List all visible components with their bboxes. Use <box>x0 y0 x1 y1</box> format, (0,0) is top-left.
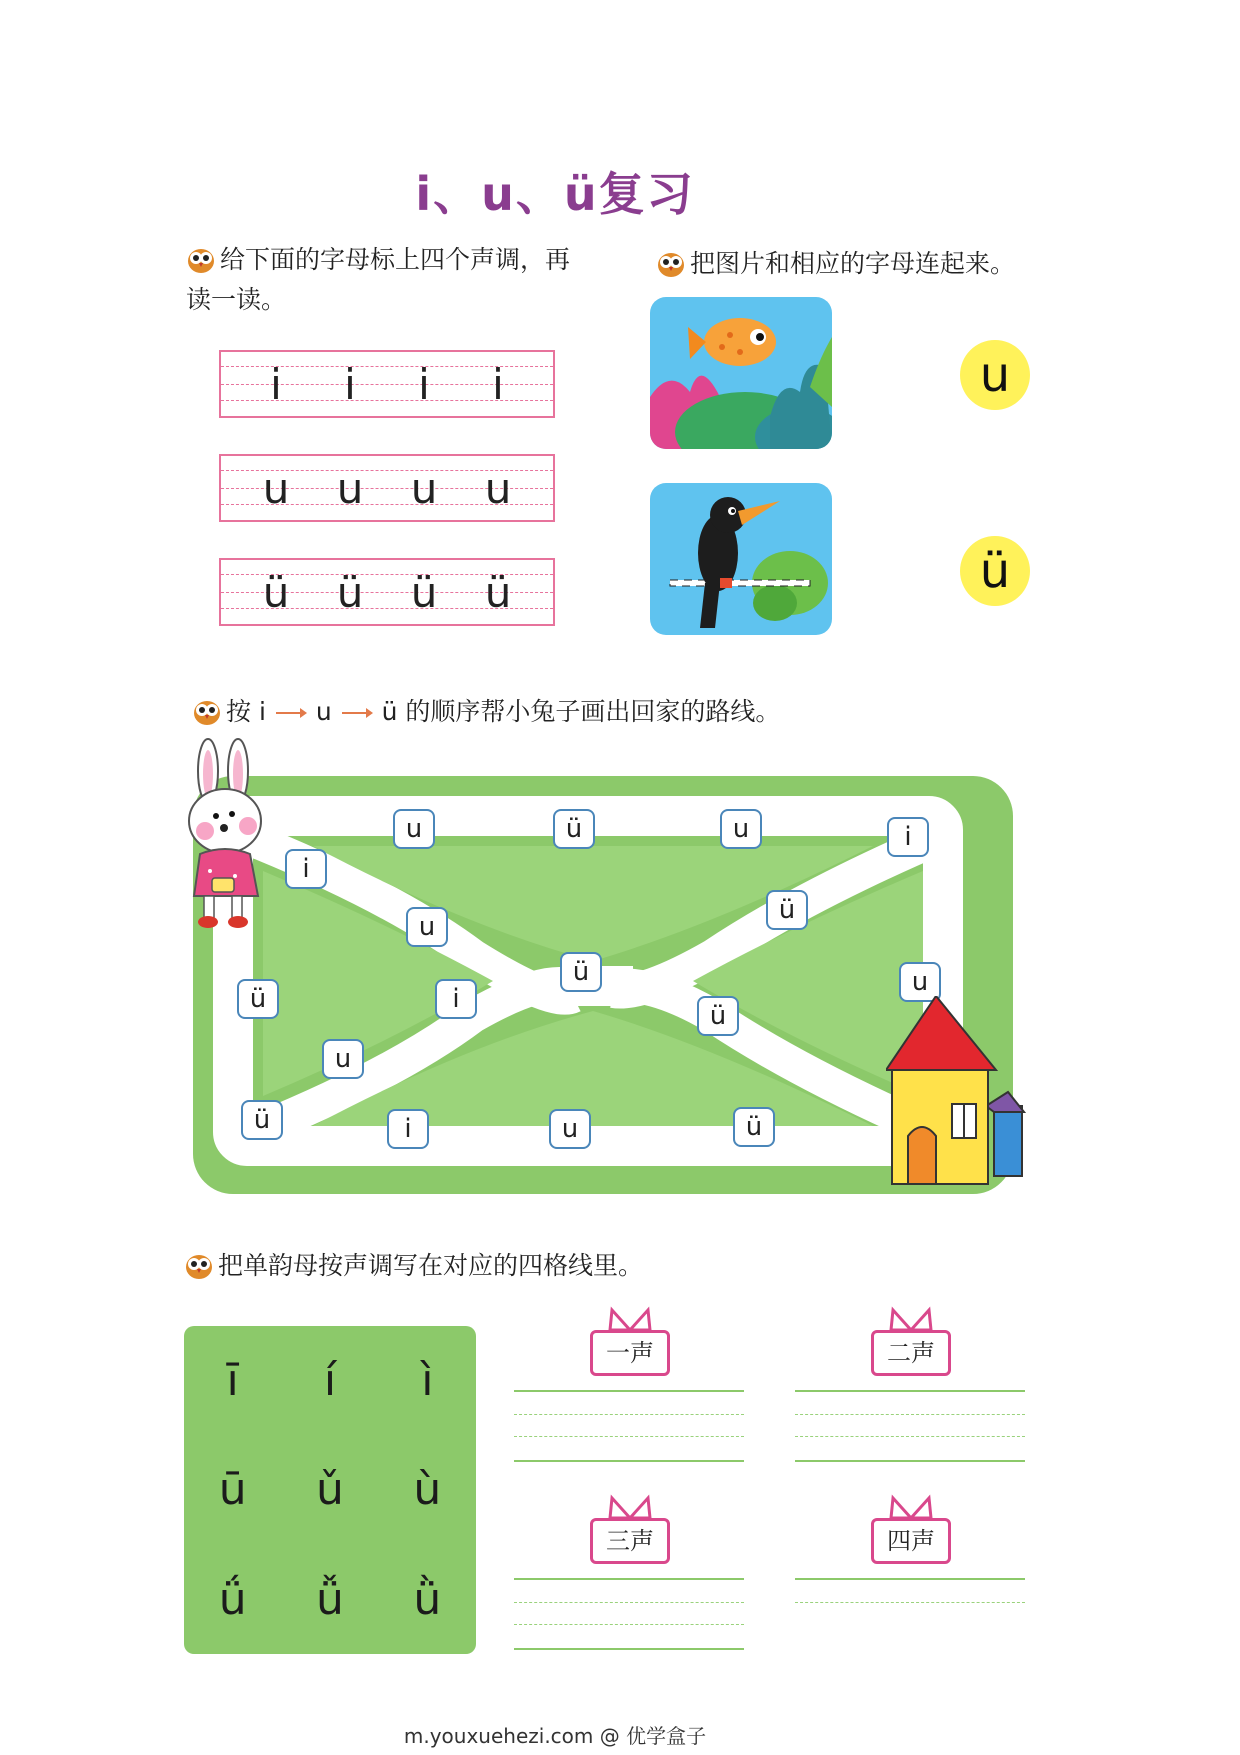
label-tone-4: 四声 <box>871 1518 951 1564</box>
four-line-grid-u[interactable] <box>219 454 555 522</box>
maze-box[interactable]: u <box>322 1039 364 1079</box>
maze-box[interactable]: ü <box>241 1100 283 1140</box>
letter-circle-u[interactable]: u <box>960 340 1030 410</box>
instruction-maze <box>192 692 1012 732</box>
instruction-text-2: 读一读。 <box>186 285 287 314</box>
instruction-prefix: 按 <box>226 697 259 726</box>
maze-box[interactable]: i <box>285 849 327 889</box>
grid-letter: i <box>344 359 356 409</box>
maze-box[interactable]: ü <box>697 996 739 1036</box>
grid-letter: u <box>484 463 512 513</box>
maze-box[interactable]: u <box>393 809 435 849</box>
grid-letter: i <box>270 359 282 409</box>
bow-icon <box>887 1306 935 1332</box>
page-title: i、u、ü复习 <box>415 167 695 221</box>
arrow-right-icon <box>274 706 308 720</box>
label-tone-1: 一声 <box>590 1330 670 1376</box>
tone-letter: ǘ <box>218 1573 247 1625</box>
write-lines-tone-1[interactable] <box>514 1390 744 1462</box>
instruction-text: 把单韵母按声调写在对应的四格线里。 <box>218 1251 644 1280</box>
maze-box[interactable]: i <box>435 979 477 1019</box>
house-icon <box>886 996 1026 1192</box>
grid-letter: ü <box>484 567 512 617</box>
owl-icon <box>192 696 222 726</box>
maze-box[interactable]: ü <box>553 809 595 849</box>
tone-letter: ǚ <box>316 1573 344 1625</box>
owl-icon <box>184 1250 214 1280</box>
bird-icon <box>650 483 832 635</box>
instruction-tones <box>186 240 616 320</box>
owl-icon <box>186 244 216 274</box>
sequence-letter-u: u <box>315 697 332 726</box>
bow-icon <box>606 1306 654 1332</box>
rabbit-icon <box>180 736 280 936</box>
maze-box[interactable]: ü <box>766 890 808 930</box>
sequence-letter-i: i <box>258 697 266 726</box>
tone-letter: ī <box>226 1355 239 1407</box>
instruction-write-tones <box>184 1246 944 1286</box>
grid-letter: u <box>262 463 290 513</box>
maze-box[interactable]: u <box>549 1109 591 1149</box>
label-tone-3: 三声 <box>590 1518 670 1564</box>
tone-letter: ǜ <box>413 1573 442 1625</box>
write-lines-tone-4[interactable] <box>795 1578 1025 1618</box>
maze-box[interactable]: u <box>406 907 448 947</box>
tone-letter: í <box>323 1355 337 1407</box>
four-line-grid-i[interactable] <box>219 350 555 418</box>
maze-box[interactable]: i <box>887 817 929 857</box>
instruction-text-1: 给下面的字母标上四个声调，再 <box>220 245 571 274</box>
tone-board <box>184 1326 476 1654</box>
bird-picture[interactable] <box>650 483 832 635</box>
maze-box[interactable]: u <box>899 962 941 1002</box>
maze-box[interactable]: u <box>720 809 762 849</box>
write-lines-tone-3[interactable] <box>514 1578 744 1650</box>
tone-letter: ù <box>413 1464 442 1516</box>
grid-letter: ü <box>410 567 438 617</box>
fish-icon <box>650 297 832 449</box>
instruction-suffix: 的顺序帮小兔子画出回家的路线。 <box>397 697 781 726</box>
maze-box[interactable]: ü <box>560 952 602 992</box>
bow-icon <box>887 1494 935 1520</box>
footer-watermark: m.youxuehezi.com @ 优学盒子 <box>403 1724 707 1748</box>
bow-icon <box>606 1494 654 1520</box>
grid-letter: i <box>418 359 430 409</box>
instruction-match <box>656 244 1096 284</box>
maze-box[interactable]: ü <box>237 979 279 1019</box>
grid-letter: u <box>410 463 438 513</box>
grid-letter: i <box>492 359 504 409</box>
tone-letter: ū <box>218 1464 247 1516</box>
instruction-text: 把图片和相应的字母连起来。 <box>690 249 1016 278</box>
maze-box[interactable]: ü <box>733 1107 775 1147</box>
label-tone-2: 二声 <box>871 1330 951 1376</box>
write-lines-tone-2[interactable] <box>795 1390 1025 1462</box>
tone-letter: ì <box>421 1355 434 1407</box>
four-line-grid-v[interactable] <box>219 558 555 626</box>
maze-box[interactable]: i <box>387 1109 429 1149</box>
arrow-right-icon <box>340 706 374 720</box>
fish-picture[interactable] <box>650 297 832 449</box>
owl-icon <box>656 248 686 278</box>
tone-letter: ǔ <box>316 1464 344 1516</box>
letter-circle-v[interactable]: ü <box>960 536 1030 606</box>
grid-letter: u <box>336 463 364 513</box>
grid-letter: ü <box>336 567 364 617</box>
sequence-letter-v: ü <box>381 697 398 726</box>
grid-letter: ü <box>262 567 290 617</box>
